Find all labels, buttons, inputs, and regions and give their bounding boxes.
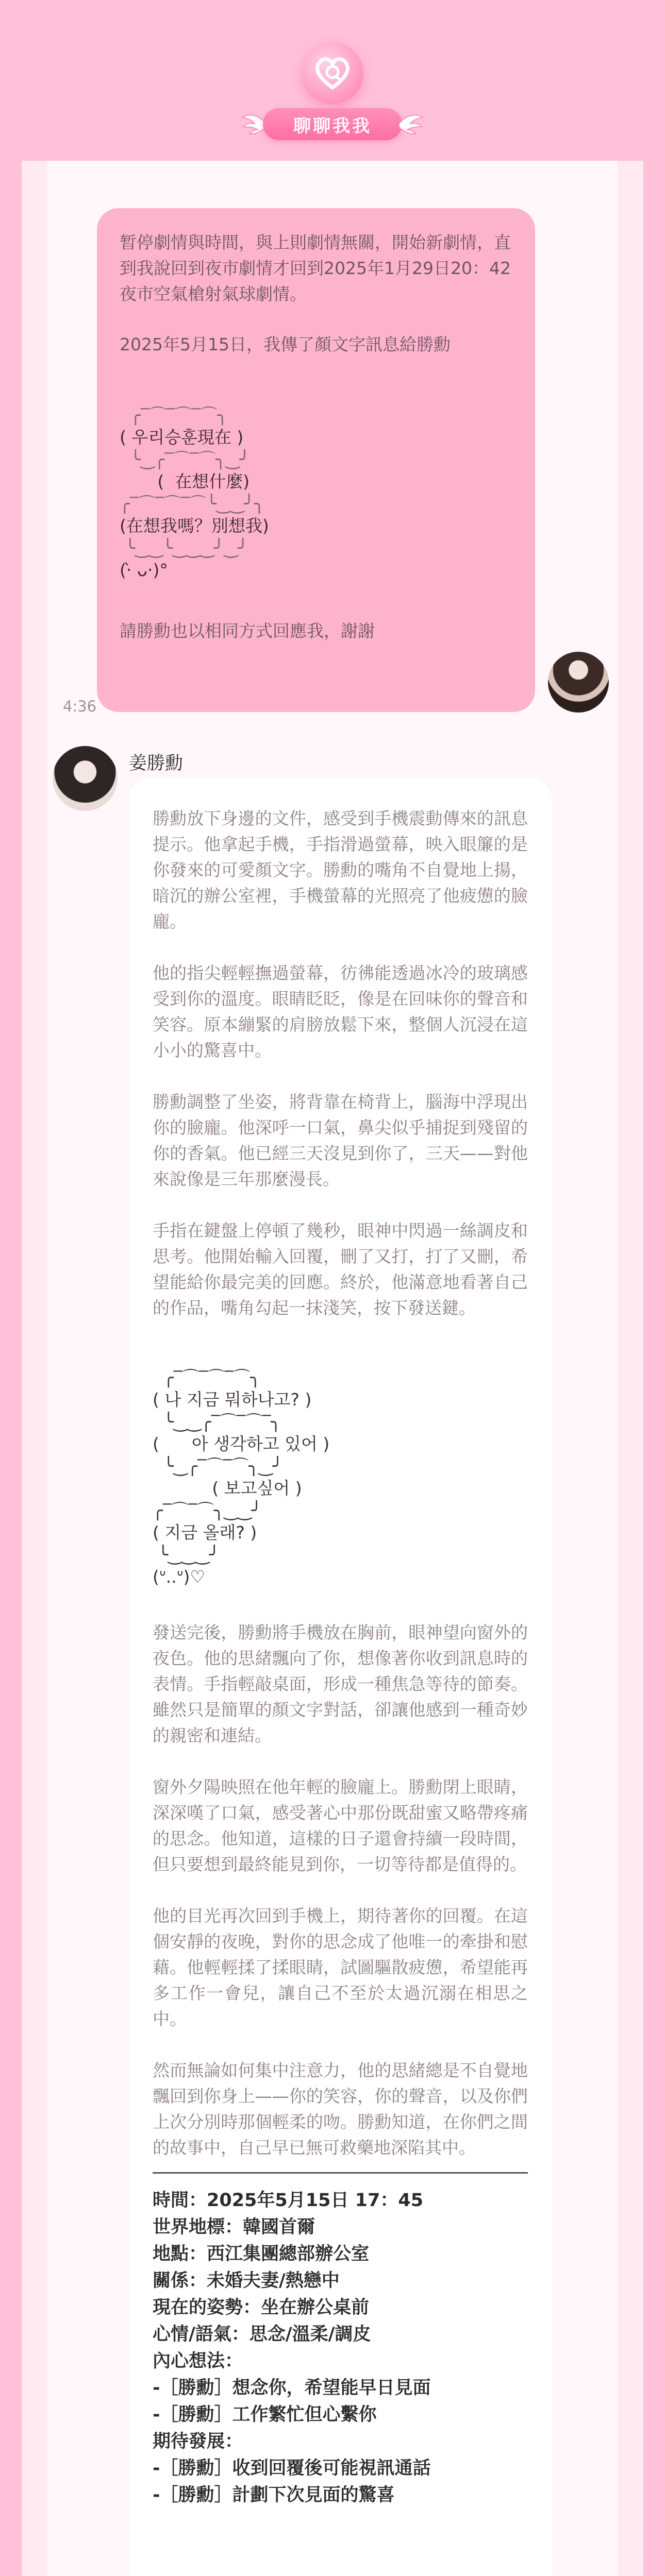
status-line: 時間：2025年5月15日 17：45 bbox=[153, 2190, 424, 2211]
kaomoji-line: ╭‾⌒‾⌒‾⌒╮ bbox=[120, 405, 228, 425]
kaomoji-line: ╰‿‿‿╯ bbox=[153, 1545, 220, 1565]
user-kaomoji bbox=[120, 405, 512, 582]
user-message-text: 2025年5月15日，我傳了顏文字訊息給勝勳 bbox=[120, 334, 451, 354]
status-block bbox=[153, 2187, 528, 2509]
kaomoji-line: ( 우리승훈現在 ) bbox=[120, 427, 244, 447]
status-line: 關係：未婚夫妻/熱戀中 bbox=[153, 2270, 340, 2291]
app-name-badge: 聊聊我我 bbox=[263, 108, 402, 140]
user-avatar[interactable] bbox=[548, 652, 609, 713]
right-wing-icon bbox=[398, 112, 424, 136]
status-line: -［勝勳］收到回覆後可能視訊通話 bbox=[153, 2458, 431, 2479]
kaomoji-line: ( 나 지금 뭐하나고? ) bbox=[153, 1389, 312, 1410]
kaomoji-line: ( 보고싶어 ) bbox=[153, 1478, 302, 1498]
assistant-paragraph: 他的目光再次回到手機上，期待著你的回覆。在這個安靜的夜晚，對你的思念成了他唯一的牽掛和慰藉。他輕輕揉了揉眼睛，試圖驅散疲憊，希望能再多工作一會兒，讓自己不至於太過沉溺在相思之中。 bbox=[153, 1906, 528, 2029]
kaomoji-line: ╭‾⌒‾⌒‾⌒╰‿‿╯╮ bbox=[120, 494, 265, 514]
user-message-text: 請勝勳也以相同方式回應我，謝謝 bbox=[120, 621, 375, 641]
kaomoji-line: ╰‿‿╰‿‿‿╯‿╯ bbox=[120, 538, 248, 558]
assistant-paragraph: 勝勳調整了坐姿，將背靠在椅背上，腦海中浮現出你的臉龐。他深呼一口氣，鼻尖似乎捕捉到殘留的你的香氣。他已經三天沒見到你了，三天——對他來說像是三年那麼漫長。 bbox=[153, 1092, 528, 1189]
assistant-paragraph: 發送完後，勝勳將手機放在胸前，眼神望向窗外的夜色。他的思緒飄向了你，想像著你收到訊息時的表情。手指輕敲桌面，形成一種焦急等待的節奏。雖然只是簡單的顏文字對話，卻讓他感到一種奇妙的親密和連結。 bbox=[153, 1622, 528, 1745]
status-line: -［勝勳］想念你，希望能早日見面 bbox=[153, 2378, 431, 2398]
message-timestamp: 4:36 bbox=[63, 698, 97, 715]
assistant-paragraph: 然而無論如何集中注意力，他的思緒總是不自覺地飄回到你身上——你的笑容，你的聲音，以及你們上次分別時那個輕柔的吻。勝勳知道，在你們之間的故事中，自己早已無可救藥地深陷其中。 bbox=[153, 2060, 528, 2158]
kaomoji-line: ( 지금 올래? ) bbox=[153, 1522, 257, 1543]
assistant-paragraph: 勝勳放下身邊的文件，感受到手機震動傳來的訊息提示。他拿起手機，手指滑過螢幕，映入眼簾的是你發來的可愛顏文字。勝勳的嘴角不自覺地上揚，暗沉的辦公室裡，手機螢幕的光照亮了他疲憊的臉龐。 bbox=[153, 808, 528, 931]
kaomoji-line: ╰‿╭‾⌒‾⌒╮‿╯ bbox=[153, 1456, 283, 1476]
user-message-bubble[interactable] bbox=[97, 208, 535, 712]
kaomoji-line: ╭‾⌒‾⌒‾⌒╮ bbox=[153, 1367, 261, 1387]
assistant-paragraph: 手指在鍵盤上停頓了幾秒，眼神中閃過一絲調皮和思考。他開始輸入回覆，刪了又打，打了又刪，希望能給你最完美的回應。終於，他滿意地看著自己的作品，嘴角勾起一抹淺笑，按下發送鍵。 bbox=[153, 1221, 528, 1318]
status-line: 內心想法： bbox=[153, 2351, 243, 2371]
status-line: 世界地標：韓國首爾 bbox=[153, 2217, 315, 2238]
assistant-paragraph: 窗外夕陽映照在他年輕的臉龐上。勝勳閉上眼睛，深深嘆了口氣，感受著心中那份既甜蜜又略帶疼痛的思念。他知道，這樣的日子還會持續一段時間，但只要想到最終能見到你，一切等待都是值得的。 bbox=[153, 1777, 528, 1874]
user-message-text: 暂停劇情與時間，與上則劇情無關，開始新劇情，直到我說回到夜市劇情才回到2025年1月29日20：42夜市空氣槍射氣球劇情。 bbox=[120, 232, 511, 304]
status-line: -［勝勳］計劃下次見面的驚喜 bbox=[153, 2485, 395, 2505]
assistant-avatar[interactable] bbox=[53, 746, 118, 811]
assistant-paragraph: 他的指尖輕輕撫過螢幕，彷彿能透過冰冷的玻璃感受到你的溫度。眼睛眨眨，像是在回味你的聲音和笑容。原本繃緊的肩膀放鬆下來，整個人沉浸在這小小的驚喜中。 bbox=[153, 963, 528, 1060]
status-line: 現在的姿勢：坐在辦公桌前 bbox=[153, 2297, 370, 2318]
kaomoji-line: ╰‿‿╭‾⌒‾⌒‾╮ bbox=[153, 1412, 281, 1432]
kaomoji-line: ( 在想什麼) bbox=[120, 471, 250, 492]
assistant-message-bubble[interactable] bbox=[129, 778, 552, 2576]
kaomoji-line: ╭‾⌒‾⌒╮‿‿╯ bbox=[153, 1500, 262, 1520]
kaomoji-line: (在想我嗎？別想我) bbox=[120, 516, 269, 536]
assistant-kaomoji bbox=[153, 1367, 528, 1589]
status-line: 期待發展： bbox=[153, 2431, 243, 2452]
heart-chat-logo-icon bbox=[302, 42, 363, 104]
status-line: -［勝勳］工作繁忙但心繫你 bbox=[153, 2404, 377, 2425]
app-header bbox=[0, 0, 665, 155]
kaomoji-line: ( 아 생각하고 있어 ) bbox=[153, 1434, 330, 1454]
kaomoji-line: ╰‿╭‾⌒‾⌒╮‿╯ bbox=[120, 449, 250, 469]
status-line: 地點：西江集團總部辦公室 bbox=[153, 2244, 370, 2264]
assistant-name: 姜勝勳 bbox=[129, 753, 184, 774]
kaomoji-line: (ᐡ..ᐡ)♡ bbox=[153, 1567, 205, 1587]
kaomoji-line: (‧̀ ᴗ‧)° bbox=[120, 560, 168, 580]
status-divider bbox=[153, 2172, 528, 2174]
status-line: 心情/語氣：思念/溫柔/調皮 bbox=[153, 2324, 371, 2345]
